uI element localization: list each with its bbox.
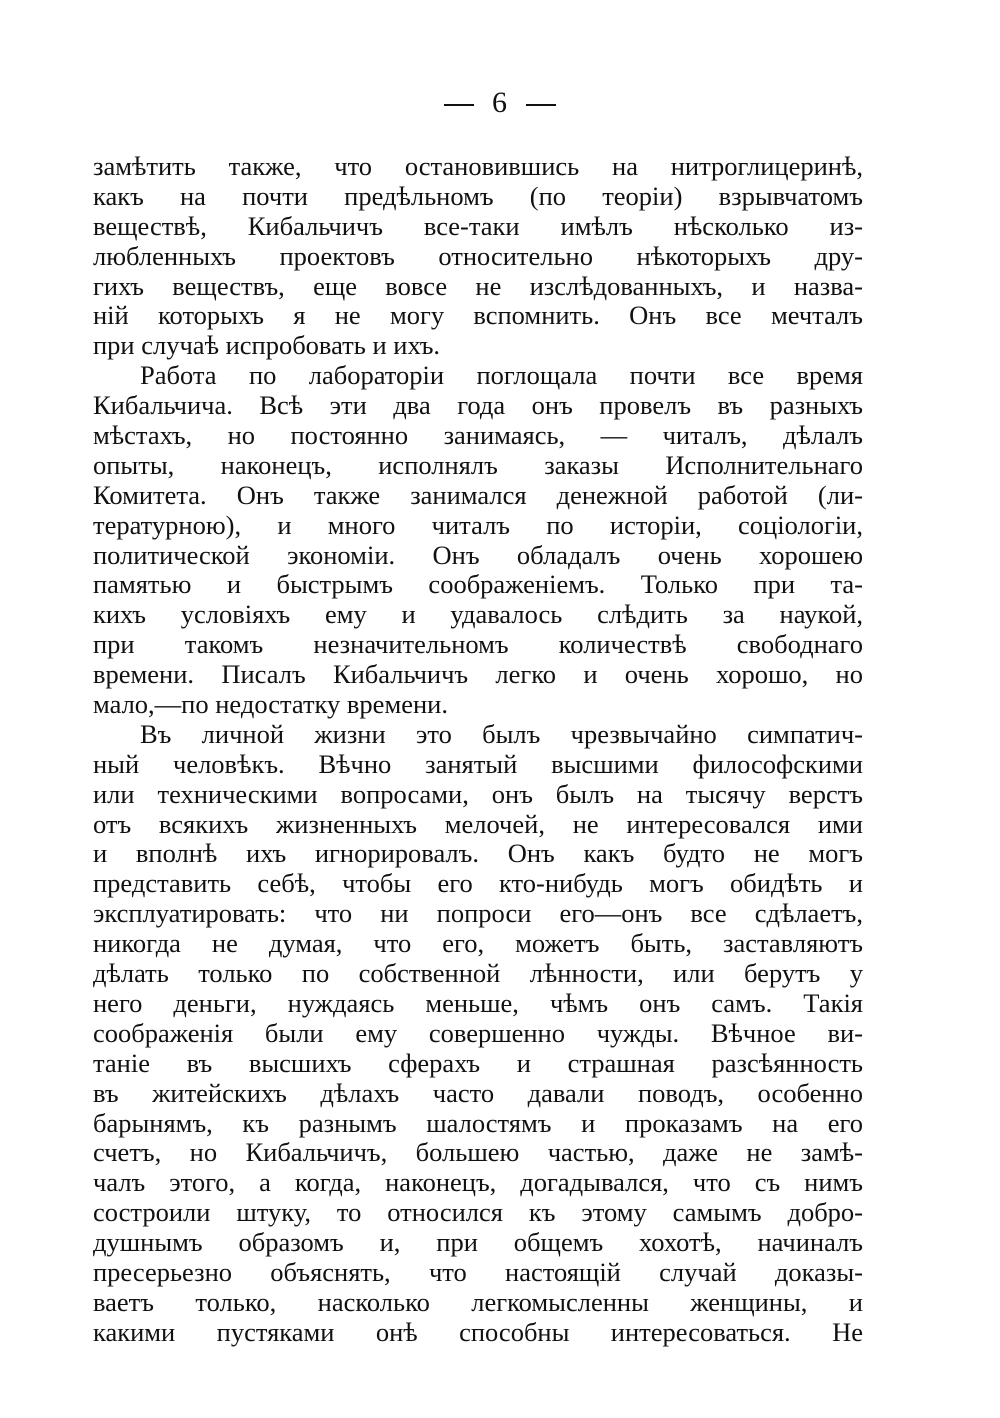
header-dash-right — [526, 104, 556, 106]
text-line: въ житейскихъ дѣлахъ часто давали поводъ, особенно — [93, 1078, 863, 1108]
text-line: кихъ условіяхъ ему и удавалось слѣдить за наукой, — [93, 600, 863, 630]
text-line: веществѣ, Кибальчичъ все-таки имѣлъ нѣсколько из- — [93, 211, 863, 241]
text-line: барынямъ, къ разнымъ шалостямъ и проказамъ на его — [93, 1108, 863, 1138]
text-line: никогда не думая, что его, можетъ быть, заставляютъ — [93, 929, 863, 959]
text-line: дѣлать только по собственной лѣнности, или берутъ у — [93, 959, 863, 989]
text-line: и вполнѣ ихъ игнорировалъ. Онъ какъ будто не могъ — [93, 839, 863, 869]
text-line: Кибальчича. Всѣ эти два года онъ провелъ въ разныхъ — [93, 391, 863, 421]
text-line: него деньги, нуждаясь меньше, чѣмъ онъ самъ. Такія — [93, 988, 863, 1018]
text-line: гихъ веществъ, еще вовсе не изслѣдованныхъ, и назва- — [93, 271, 863, 301]
text-line: при такомъ незначительномъ количествѣ свободнаго — [93, 630, 863, 660]
text-line: соображенія были ему совершенно чужды. Вѣчное ви- — [93, 1018, 863, 1048]
text-line: Въ личной жизни это былъ чрезвычайно симпатич- — [140, 719, 863, 749]
text-line: или техническими вопросами, онъ былъ на тысячу верстъ — [93, 779, 863, 809]
text-line: любленныхъ проектовъ относительно нѣкоторыхъ дру- — [93, 241, 863, 271]
text-line: мало,—по недостатку времени. — [93, 690, 448, 720]
text-line: ній которыхъ я не могу вспомнить. Онъ все мечталъ — [93, 301, 863, 331]
text-line: мѣстахъ, но постоянно занимаясь, — читалъ, дѣлалъ — [93, 421, 863, 451]
page-number: 6 — [492, 86, 508, 119]
text-line: представить себѣ, чтобы его кто-нибудь могъ обидѣть и — [93, 869, 863, 899]
text-line: какъ на почти предѣльномъ (по теоріи) взрывчатомъ — [93, 181, 863, 211]
text-line: времени. Писалъ Кибальчичъ легко и очень хорошо, но — [93, 660, 863, 690]
text-line: опыты, наконецъ, исполнялъ заказы Исполнительнаго — [93, 450, 863, 480]
text-line: ваетъ только, насколько легкомысленны женщины, и — [93, 1287, 863, 1317]
text-line: отъ всякихъ жизненныхъ мелочей, не интересовался ими — [93, 809, 863, 839]
text-line: политической экономіи. Онъ обладалъ очень хорошею — [93, 540, 863, 570]
text-line: душнымъ образомъ и, при общемъ хохотѣ, начиналъ — [93, 1228, 863, 1258]
text-line: замѣтить также, что остановившись на нитроглицеринѣ, — [93, 152, 863, 181]
text-line: таніе въ высшихъ сферахъ и страшная разсѣянность — [93, 1048, 863, 1078]
text-line: памятью и быстрымъ соображеніемъ. Только при та- — [93, 570, 863, 600]
header-dash-left — [444, 104, 474, 106]
text-line: чалъ этого, а когда, наконецъ, догадывался, что съ нимъ — [93, 1168, 863, 1198]
text-line: Комитета. Онъ также занимался денежной работой (ли- — [93, 480, 863, 510]
text-line: эксплуатировать: что ни попроси его—онъ все сдѣлаетъ, — [93, 899, 863, 929]
text-line: состроили штуку, то относился къ этому самымъ добро- — [93, 1198, 863, 1228]
text-line: при случаѣ испробовать и ихъ. — [93, 331, 441, 361]
text-line: ный человѣкъ. Вѣчно занятый высшими философскими — [93, 749, 863, 779]
text-line: какими пустяками онѣ способны интересоваться. Не — [93, 1317, 863, 1347]
text-line: тературною), и много читалъ по исторіи, соціологіи, — [93, 510, 863, 540]
body-text — [93, 152, 863, 1348]
text-line: счетъ, но Кибальчичъ, большею частью, даже не замѣ- — [93, 1138, 863, 1168]
page-number-header — [0, 86, 1000, 120]
text-line: пресерьезно объяснять, что настоящій случай доказы- — [93, 1257, 863, 1287]
text-line: Работа по лабораторіи поглощала почти все время — [140, 361, 863, 391]
